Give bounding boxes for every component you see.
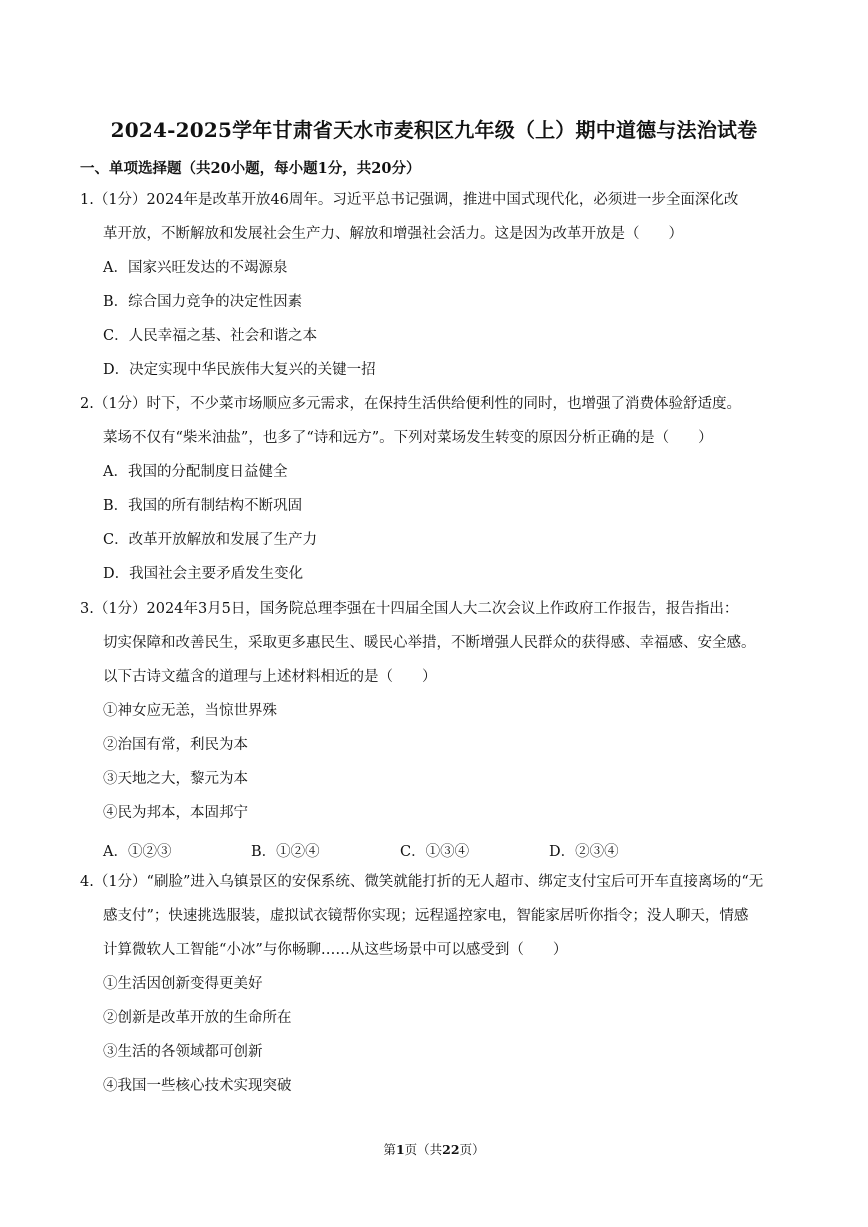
question-3-option-c: C．①③④ xyxy=(400,844,470,860)
question-4-item-1: ①生活因创新变得更美好 xyxy=(103,976,263,992)
question-2-option-d: D．我国社会主要矛盾发生变化 xyxy=(103,566,304,582)
question-3-item-1: ①神女应无恙，当惊世界殊 xyxy=(103,703,277,719)
question-1-option-d: D．决定实现中华民族伟大复兴的关键一招 xyxy=(103,362,376,378)
exam-title: 2024-2025学年甘肃省天水市麦积区九年级（上）期中道德与法治试卷 xyxy=(110,118,758,142)
question-3-option-a: A．①②③ xyxy=(103,844,172,860)
question-2-option-b: B．我国的所有制结构不断巩固 xyxy=(103,498,303,514)
footer-prefix: 第 xyxy=(383,1142,396,1157)
question-3-line-2: 切实保障和改善民生，采取更多惠民生、暖民心举措，不断增强人民群众的获得感、幸福感、安全感。 xyxy=(103,635,756,651)
question-1-line-2: 革开放，不断解放和发展社会生产力、解放和增强社会活力。这是因为改革开放是（ ） xyxy=(103,226,683,242)
question-1-option-c: C．人民幸福之基、社会和谐之本 xyxy=(103,328,318,344)
question-3-item-3: ③天地之大，黎元为本 xyxy=(103,771,248,787)
question-4-line-3: 计算微软人工智能“小冰”与你畅聊……从这些场景中可以感受到（ ） xyxy=(103,942,568,958)
question-2-line-2: 菜场不仅有“柴米油盐”，也多了“诗和远方”。下列对菜场发生转变的原因分析正确的是（ ） xyxy=(103,430,713,446)
section-heading: 一、单项选择题（共20小题，每小题1分，共20分） xyxy=(80,160,421,177)
question-3-item-4: ④民为邦本，本固邦宁 xyxy=(103,805,248,821)
question-3-line-1: 3.（1分）2024年3月5日，国务院总理李强在十四届全国人大二次会议上作政府工作报告，报告指出： xyxy=(80,601,739,617)
question-3-line-3: 以下古诗文蕴含的道理与上述材料相近的是（ ） xyxy=(103,669,437,685)
page-footer xyxy=(0,1140,868,1158)
question-4-line-1: 4.（1分）“刷脸”进入乌镇景区的安保系统、微笑就能打折的无人超市、绑定支付宝后可开车直接离场的“无 xyxy=(80,874,764,890)
question-3-option-b: B．①②④ xyxy=(251,844,320,860)
question-1-line-1: 1.（1分）2024年是改革开放46周年。习近平总书记强调，推进中国式现代化，必须进一步全面深化改 xyxy=(80,192,739,208)
question-4-line-2: 感支付”；快速挑选服装，虚拟试衣镜帮你实现；远程遥控家电，智能家居听你指令；没人聊天，情感 xyxy=(103,908,749,924)
question-1-option-b: B．综合国力竞争的决定性因素 xyxy=(103,294,303,310)
question-2-line-1: 2.（1分）时下，不少菜市场顺应多元需求，在保持生活供给便利性的同时，也增强了消费体验舒适度。 xyxy=(80,396,742,412)
question-1-option-a: A．国家兴旺发达的不竭源泉 xyxy=(103,260,288,276)
question-4-item-2: ②创新是改革开放的生命所在 xyxy=(103,1010,292,1026)
question-4-item-4: ④我国一些核心技术实现突破 xyxy=(103,1078,292,1094)
question-2-option-c: C．改革开放解放和发展了生产力 xyxy=(103,532,318,548)
question-3-item-2: ②治国有常，利民为本 xyxy=(103,737,248,753)
footer-total-pages: 22 xyxy=(442,1142,460,1157)
footer-page-number: 1 xyxy=(395,1142,405,1157)
question-2-option-a: A．我国的分配制度日益健全 xyxy=(103,464,288,480)
footer-suffix: 页） xyxy=(459,1142,485,1157)
footer-mid: 页（共 xyxy=(404,1142,443,1157)
question-3-option-d: D．②③④ xyxy=(549,844,619,860)
question-4-item-3: ③生活的各领域都可创新 xyxy=(103,1044,263,1060)
